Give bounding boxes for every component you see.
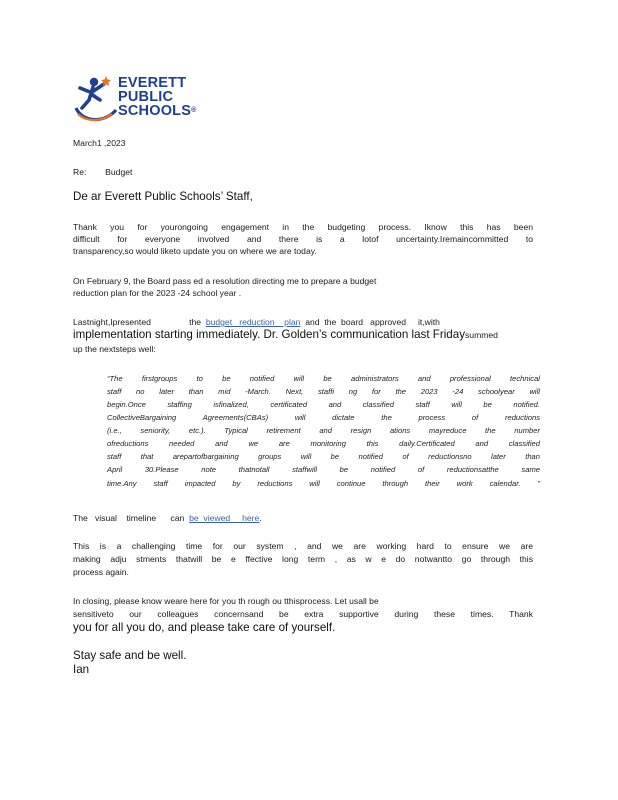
quote-line: staff that arepartofbargaining groups will be notified of reductionsno later than bbox=[107, 452, 540, 461]
p3-big-text: implementation starting immediately. Dr. Golden’s communication last Friday bbox=[73, 328, 465, 341]
p5-line: making adju stments thatwill be e ffective long term , as w e do notwantto go through this bbox=[73, 554, 533, 564]
p5-line: This is a challenging time for our system , and we are working hard to ensure we are bbox=[73, 541, 533, 551]
p6-line: sensitiveto our colleagues concernsand be extra supportive during these times. Thank bbox=[73, 609, 533, 619]
p3-tail: and the board approved it,with bbox=[305, 317, 440, 327]
p3-lead: Lastnight,Ipresented the bbox=[73, 317, 202, 327]
p1-line: Thank you for yourongoing engagement in the budgeting process. Iknow this has been bbox=[73, 222, 533, 232]
logo-line-2: PUBLIC bbox=[118, 89, 174, 105]
logo-trademark: ® bbox=[191, 107, 197, 114]
logo-line-3: SCHOOLS bbox=[118, 103, 192, 119]
quote-line: begin.Once staffing isfinalized, certificated and classified staff will be notified. bbox=[107, 400, 540, 409]
district-logo-wordmark bbox=[118, 76, 196, 118]
budget-reduction-plan-link[interactable]: budget reduction plan bbox=[205, 317, 301, 327]
p3-line-3: up the nextsteps well: bbox=[73, 344, 156, 354]
p6-line: In closing, please know weare here for you th rough ou tthisprocess. Let usall be bbox=[73, 596, 379, 606]
quote-line: staff no later than mid -March. Next, staffi ng for the 2023 -24 schoolyear will bbox=[107, 387, 540, 396]
re-label: Re: bbox=[73, 167, 87, 177]
p2-line: On February 9, the Board pass ed a resolution directing me to prepare a budget bbox=[73, 276, 377, 286]
p4-lead: The visual timeline can bbox=[73, 513, 185, 523]
p3-line-2 bbox=[73, 328, 543, 342]
logo-line-1: EVERETT bbox=[118, 75, 187, 91]
re-subject: Budget bbox=[105, 167, 133, 177]
timeline-link[interactable]: be viewed here bbox=[189, 513, 260, 523]
quote-line: “The firstgroups to be notified will be administrators and professional technical bbox=[107, 374, 540, 383]
district-logo bbox=[72, 70, 212, 126]
quote-line: time.Any staff impacted by reductions will continue through their work calendar. ” bbox=[107, 479, 540, 488]
p5-line: process again. bbox=[73, 567, 129, 577]
letter-date: March1 ,2023 bbox=[73, 138, 126, 148]
p2-line: reduction plan for the 2023 -24 school year . bbox=[73, 288, 242, 298]
p4-tail: . bbox=[259, 513, 262, 523]
re-line bbox=[73, 166, 533, 178]
p6-big-line: you for all you do, and please take care of yourself. bbox=[73, 621, 336, 634]
district-logo-figure-icon bbox=[72, 70, 122, 126]
salutation: De ar Everett Public Schools’ Staff, bbox=[73, 190, 253, 203]
p3-line-1 bbox=[73, 316, 533, 328]
quote-line: CollectiveBargaining Agreements(CBAs) will dictate the process of reductions bbox=[107, 413, 540, 422]
p1-line: difficult for everyone involved and there is a lotof uncertainty.Iremaincommitted to bbox=[73, 234, 533, 244]
quote-line: April 30.Please note thatnotall staffwill be notified of reductionsatthe same bbox=[107, 465, 540, 474]
p1-line: transparency,so would liketo update you on where we are today. bbox=[73, 246, 317, 256]
paragraph-4 bbox=[73, 512, 533, 524]
quote-line: ofreductions needed and we are monitoring this daily.Certificated and classified bbox=[107, 439, 540, 448]
p3-big-tail: summed bbox=[465, 330, 498, 340]
closing: Stay safe and be well. bbox=[73, 649, 187, 662]
signature: Ian bbox=[73, 663, 90, 676]
quote-line: (i.e., seniority, etc.). Typical retirement and resign ations mayreduce the number bbox=[107, 426, 540, 435]
